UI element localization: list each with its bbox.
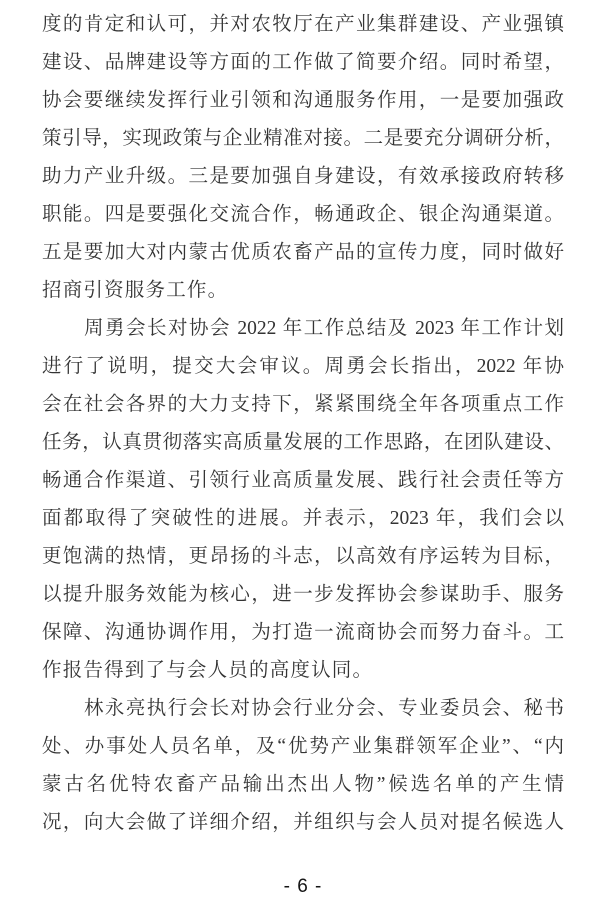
text-line: 作报告得到了与会人员的高度认同。 xyxy=(42,660,374,681)
text-line: 保障、沟通协调作用，为打造一流商协会而努力奋斗。工 xyxy=(42,622,564,643)
text-line: 度的肯定和认可，并对农牧厅在产业集群建设、产业强镇 xyxy=(42,14,564,35)
text-line: 协会要继续发挥行业引领和沟通服务作用，一是要加强政 xyxy=(42,90,564,111)
text-line: 周勇会长对协会 2022 年工作总结及 2023 年工作计划 xyxy=(84,318,564,339)
text-line: 更饱满的热情，更昂扬的斗志，以高效有序运转为目标， xyxy=(42,546,564,567)
text-line: 以提升服务效能为核心，进一步发挥协会参谋助手、服务 xyxy=(42,584,564,605)
text-line: 面都取得了突破性的进展。并表示，2023 年，我们会以 xyxy=(42,508,564,529)
text-line: 蒙古名优特农畜产品输出杰出人物”候选名单的产生情 xyxy=(42,774,564,795)
document-body xyxy=(42,6,564,842)
text-line: 林永亮执行会长对协会行业分会、专业委员会、秘书 xyxy=(84,698,564,719)
text-line: 进行了说明，提交大会审议。周勇会长指出，2022 年协 xyxy=(42,356,564,377)
text-line: 助力产业升级。三是要加强自身建设，有效承接政府转移 xyxy=(42,166,564,187)
text-line: 任务，认真贯彻落实高质量发展的工作思路，在团队建设、 xyxy=(42,432,564,453)
text-line: 策引导，实现政策与企业精准对接。二是要充分调研分析， xyxy=(42,128,564,149)
text-line: 况，向大会做了详细介绍，并组织与会人员对提名候选人 xyxy=(42,812,564,833)
text-line: 五是要加大对内蒙古优质农畜产品的宣传力度，同时做好 xyxy=(42,242,564,263)
page-number: - 6 - xyxy=(283,876,323,897)
text-line: 招商引资服务工作。 xyxy=(42,280,229,301)
text-line: 建设、品牌建设等方面的工作做了简要介绍。同时希望， xyxy=(42,52,564,73)
text-line: 会在社会各界的大力支持下，紧紧围绕全年各项重点工作 xyxy=(42,394,564,415)
text-line: 畅通合作渠道、引领行业高质量发展、践行社会责任等方 xyxy=(42,470,564,491)
text-line: 职能。四是要强化交流合作，畅通政企、银企沟通渠道。 xyxy=(42,204,564,225)
text-line: 处、办事处人员名单，及“优势产业集群领军企业”、“内 xyxy=(42,736,564,757)
